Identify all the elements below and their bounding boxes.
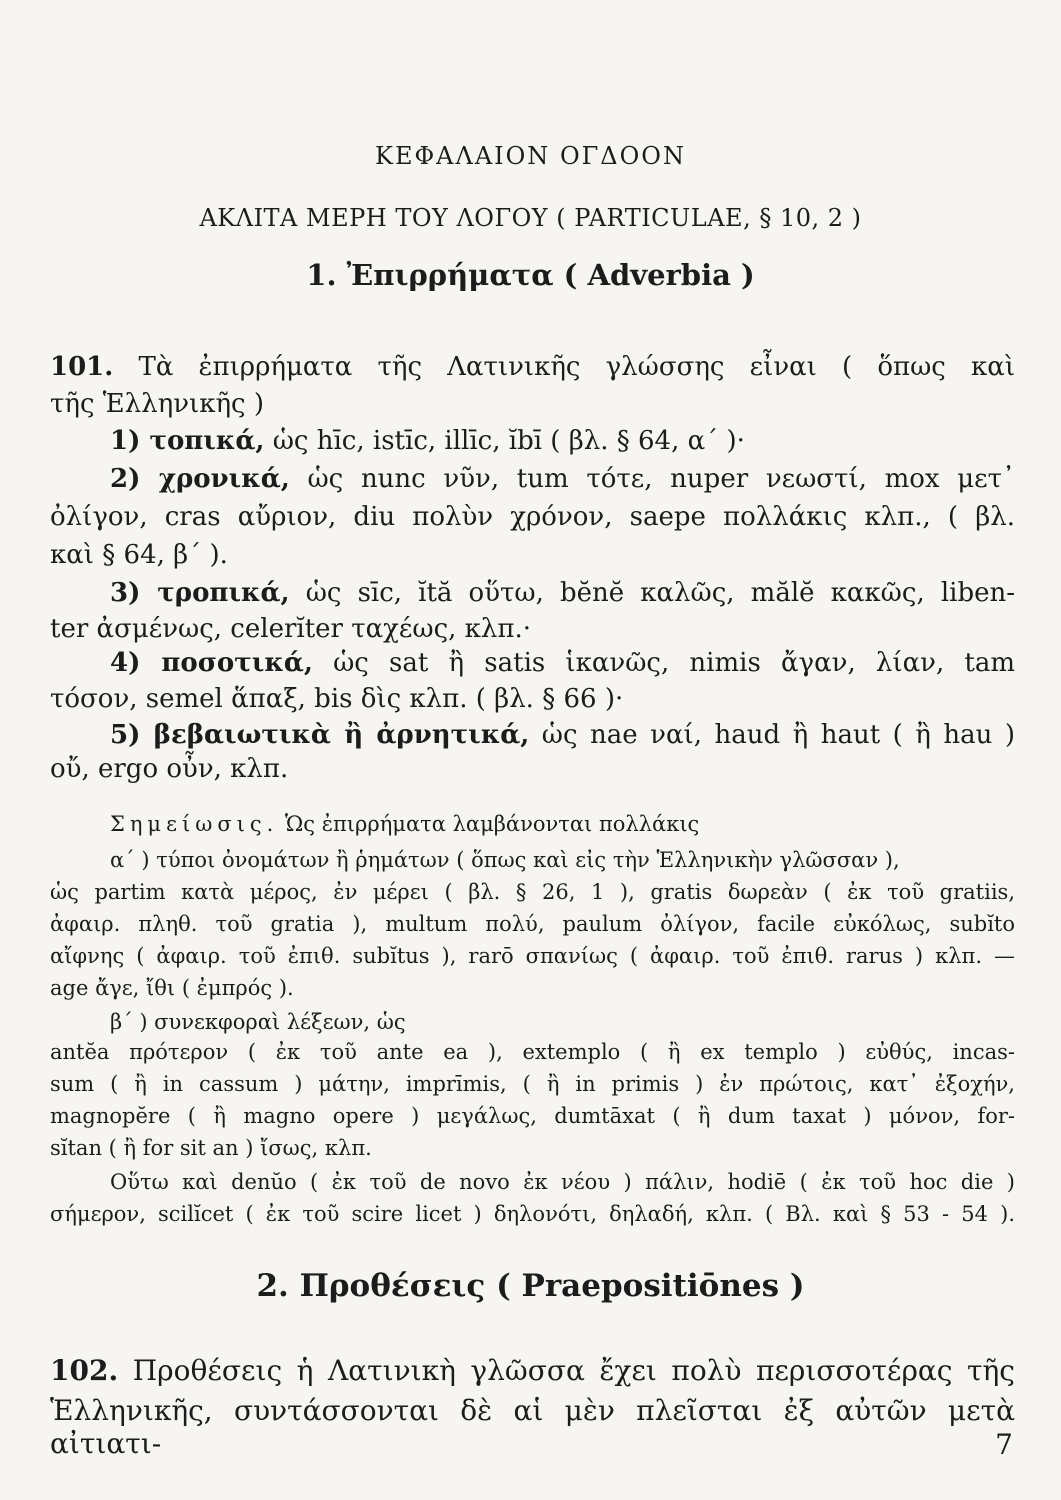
- item-2-text: ὡς nunc νῦν, tum τότε, nuper νεωστί, mox μετ᾽: [307, 464, 1015, 494]
- item-3-label: 3) τροπικά,: [110, 578, 290, 608]
- para-101-line-1: [50, 352, 1015, 382]
- para-102-line-2: Ἑλληνικῆς, συντάσσονται δὲ αἱ μὲν πλεῖσται ἐξ αὐτῶν μετὰ αἰτιατι-: [50, 1394, 1015, 1460]
- page-number: 7: [995, 1428, 1013, 1461]
- note-line-11: sĭtan ( ἢ for sit an ) ἴσως, κλπ.: [50, 1136, 372, 1160]
- section-heading-adverbia: 1. Ἐπιρρήματα ( Adverbia ): [306, 258, 755, 292]
- item-5-line-1: [110, 720, 1015, 750]
- note-line-7: β΄ ) συνεκφοραὶ λέξεων, ὡς: [110, 1010, 406, 1034]
- note-line-4: ἀφαιρ. πληθ. τοῦ gratia ), multum πολύ, paulum ὀλίγον, facile εὐκόλως, subĭto: [50, 912, 1015, 936]
- item-4-label: 4) ποσοτικά,: [110, 648, 313, 678]
- para-102-number: 102.: [50, 1354, 119, 1387]
- item-1-label: 1) τοπικά,: [110, 426, 265, 456]
- item-2-line-2: ὀλίγον, cras αὔριον, diu πολὺν χρόνον, saepe πολλάκις κλπ., ( βλ.: [50, 502, 1015, 532]
- item-1-line: [110, 426, 1015, 456]
- item-3-line-1: [110, 578, 1015, 608]
- item-5-line-2: οὔ, ergo οὖν, κλπ.: [50, 754, 289, 784]
- item-4-line-2: τόσον, semel ἅπαξ, bis δὶς κλπ. ( βλ. § 66 )·: [50, 684, 624, 714]
- item-2-label: 2) χρονικά,: [110, 464, 290, 494]
- item-3-line-2: ter ἀσμένως, celerĭter ταχέως, κλπ.·: [50, 614, 532, 644]
- para-101-line-2: τῆς Ἑλληνικῆς ): [50, 389, 264, 419]
- note-line-13: σήμερον, scilĭcet ( ἐκ τοῦ scire licet ) δηλονότι, δηλαδή, κλπ. ( Βλ. καὶ § 53 - 54 ).: [50, 1202, 1015, 1226]
- para-102-text: Προθέσεις ἡ Λατινικὴ γλῶσσα ἔχει πολὺ περισσοτέρας τῆς: [132, 1354, 1015, 1387]
- para-101-text: Τὰ ἐπιρρήματα τῆς Λατινικῆς γλώσσης εἶναι ( ὅπως καὶ: [138, 352, 1016, 382]
- para-102-line-1: [50, 1354, 1015, 1387]
- note-line-1: [110, 812, 1015, 836]
- section-heading-praepositiones: 2. Προθέσεις ( Praepositiōnes ): [256, 1268, 805, 1304]
- note-line-5: αἴφνης ( ἀφαιρ. τοῦ ἐπιθ. subĭtus ), rarō σπανίως ( ἀφαιρ. τοῦ ἐπιθ. rarus ) κλπ. —: [50, 944, 1015, 968]
- item-2-line-3: καὶ § 64, β΄ ).: [50, 540, 228, 570]
- item-4-line-1: [110, 648, 1015, 678]
- item-3-text: ὡς sīc, ĭtă οὕτω, bĕnĕ καλῶς, mălĕ κακῶς, liben-: [305, 578, 1016, 608]
- item-4-text: ὡς sat ἢ satis ἱκανῶς, nimis ἄγαν, λίαν, tam: [333, 648, 1016, 678]
- note-intro: Ὡς ἐπιρρήματα λαμβάνονται πολλάκις: [285, 812, 700, 836]
- note-line-12: Οὕτω καὶ denŭo ( ἐκ τοῦ de novo ἐκ νέου ) πάλιν, hodiē ( ἐκ τοῦ hoc die ): [110, 1170, 1015, 1194]
- note-line-6: age ἄγε, ἴθι ( ἐμπρός ).: [50, 976, 294, 1000]
- item-2-line-1: [110, 464, 1015, 494]
- note-line-8: antĕa πρότερον ( ἐκ τοῦ ante ea ), extemplo ( ἢ ex templo ) εὐθύς, incas-: [50, 1040, 1015, 1064]
- chapter-subtitle: ΑΚΛΙΤΑ ΜΕΡΗ ΤΟΥ ΛΟΓΟΥ ( PARTICULAE, § 10, 2 ): [199, 204, 862, 232]
- item-5-label: 5) βεβαιωτικὰ ἢ ἀρνητικά,: [110, 720, 530, 750]
- note-label: Σημείωσις.: [110, 812, 279, 836]
- note-line-2: α΄ ) τύποι ὀνομάτων ἢ ῥημάτων ( ὅπως καὶ εἰς τὴν Ἑλληνικὴν γλῶσσαν ),: [110, 848, 900, 872]
- para-101-number: 101.: [50, 352, 114, 382]
- note-line-10: magnopĕre ( ἢ magno opere ) μεγάλως, dumtāxat ( ἢ dum taxat ) μόνον, for-: [50, 1104, 1015, 1128]
- note-line-9: sum ( ἢ in cassum ) μάτην, imprīmis, ( ἢ in primis ) ἐν πρώτοις, κατ᾽ ἐξοχήν,: [50, 1072, 1015, 1096]
- item-5-text: ὡς nae ναί, haud ἢ haut ( ἢ hau ): [541, 720, 1015, 750]
- note-line-3: ὡς partim κατὰ μέρος, ἐν μέρει ( βλ. § 26, 1 ), gratis δωρεὰν ( ἐκ τοῦ gratiis,: [50, 880, 1015, 904]
- chapter-title: ΚΕΦΑΛΑΙΟΝ ΟΓΔΟΟΝ: [375, 142, 686, 170]
- item-1-text: ὡς hīc, istīc, illīc, ĭbī ( βλ. § 64, α΄ )·: [272, 426, 745, 456]
